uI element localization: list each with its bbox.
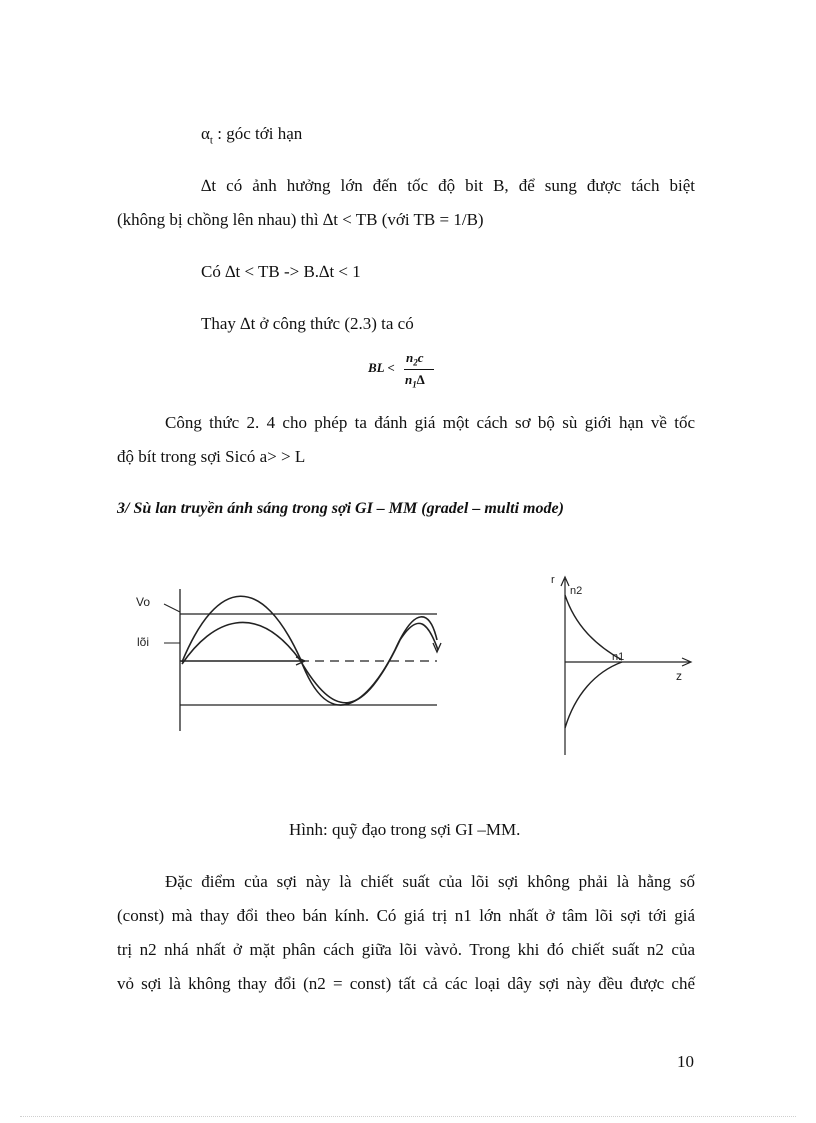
paragraph3-line-4: vỏ sợi là không thay đổi (n2 = const) tất cả các loại dây sợi này đều được chế [117, 974, 695, 993]
fiber-diagram [164, 589, 441, 731]
body-line-3: (không bị chồng lên nhau) thì ∆t < TB (với TB = 1/B) [117, 210, 484, 229]
label-vo: Vo [136, 595, 151, 609]
paragraph3-line-3: trị n2 nhá nhất ở mặt phân cách giữa lõi vàvỏ. Trong khi đó chiết suất n2 của [117, 940, 695, 959]
formula-lhs: BL < [368, 360, 395, 375]
index-profile-diagram [561, 577, 691, 755]
page-number: 10 [677, 1052, 694, 1071]
paragraph3-line-1: Đặc điểm của sợi này là chiết suất của lõi sợi không phải là hằng số [165, 872, 695, 891]
paragraph3-line-2: (const) mà thay đổi theo bán kính. Có giá trị n1 lớn nhất ở tâm lõi sợi tới giá [117, 906, 695, 925]
alpha-subscript: t [209, 134, 213, 147]
vo-pointer [164, 604, 180, 612]
ray-path-low [182, 622, 438, 702]
alpha-symbol: α [201, 124, 210, 143]
section-heading: 3/ Sù lan truyền ánh sáng trong sợi GI – MM (gradel – multi mode) [117, 500, 564, 517]
body-line-2: ∆t có ảnh hưởng lớn đến tốc độ bit B, để sung được tách biệt [201, 176, 695, 195]
label-loi: lõi [137, 635, 150, 649]
alpha-description: : góc tới hạn [212, 124, 303, 143]
paragraph2-line-2: độ bít trong sợi Sicó a> > L [117, 447, 306, 466]
ray-path-high [182, 596, 437, 705]
paragraph2-line-1: Công thức 2. 4 cho phép ta đánh giá một cách sơ bộ sù giới hạn về tốc [165, 413, 695, 432]
label-n1: n1 [612, 651, 625, 663]
index-curve-lower [565, 662, 622, 728]
figure-caption: Hình: quỹ đạo trong sợi GI –MM. [289, 820, 521, 839]
formula-numerator: $n_2c$ [406, 350, 424, 368]
label-z: z [676, 669, 682, 683]
footer-divider [20, 1116, 796, 1117]
label-r: r [551, 574, 555, 586]
label-n2: n2 [570, 585, 583, 597]
body-line-5: Thay ∆t ở công thức (2.3) ta có [201, 314, 414, 333]
body-line-4: Có ∆t < TB -> B.∆t < 1 [201, 262, 361, 281]
formula-denominator: $n_1\Delta$ [405, 372, 425, 390]
